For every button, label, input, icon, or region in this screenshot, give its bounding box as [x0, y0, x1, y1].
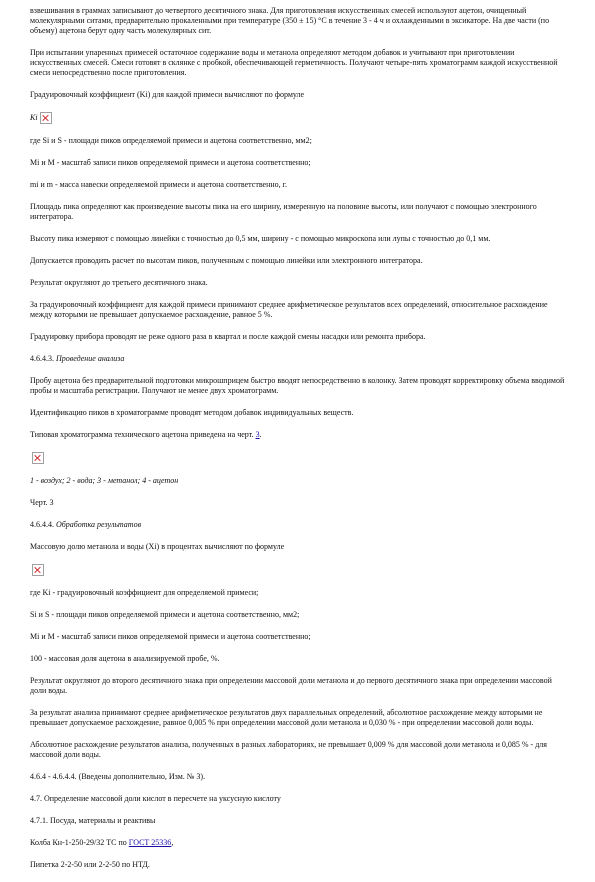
paragraph-pipette: Пипетка 2-2-50 или 2-2-50 по НТД.: [30, 860, 150, 869]
paragraph-result-average: За результат анализа принимают среднее арифметическое результатов двух параллельных определений, абсолютное расхождение между которыми не превышает допускаемое расхождение, равное 0,005 % при определении массовой доли метанола и 0,030 % - при определении массовой доли воды.: [30, 708, 543, 727]
paragraph-peak-identification: Идентификацию пиков в хроматограмме проводят методом добавок индивидуальных веществ.: [30, 408, 354, 417]
paragraph-peak-height: Высоту пика измеряют с помощью линейки с точностью до 0,5 мм, ширину - с помощью микроскопа или лупы с точностью до 0,1 мм.: [30, 234, 491, 243]
section-heading-analysis: [30, 354, 565, 364]
section-number: 4.6.4.4.: [30, 520, 56, 529]
paragraph-rounding-third: Результат округляют до третьего десятичного знака.: [30, 278, 208, 287]
paragraph-def-ki: где Ki - градуировочный коэффициент для определяемой примеси;: [30, 588, 259, 597]
paragraph-amendment-note: 4.6.4 - 4.6.4.4. (Введены дополнительно, Изм. № 3).: [30, 772, 206, 781]
paragraph-def-100: 100 - массовая доля ацетона в анализируемой пробе, %.: [30, 654, 220, 663]
flask-text: Колба Кн-1-250-29/32 ТС по: [30, 838, 129, 847]
paragraph-calibration-frequency: Градуировку прибора проводят не реже одного раза в квартал и после каждой смены насадки или ремонта прибора.: [30, 332, 426, 341]
paragraph-mass-fraction-intro: Массовую долю метанола и воды (Xi) в процентах вычисляют по формуле: [30, 542, 285, 551]
section-heading-processing: [30, 520, 565, 530]
fig-ref-suffix: .: [259, 430, 262, 439]
paragraph-sample-injection: Пробу ацетона без предварительной подготовки микрошприцем быстро вводят непосредственно в колонку. Затем проводят корректировку объема вводимой пробы и масштаба регистрации. Получают не менее двух хроматограмм.: [30, 376, 565, 395]
gost-link[interactable]: ГОСТ 25336: [128, 838, 172, 847]
paragraph-typical-chromatogram: [30, 430, 565, 440]
paragraph-calibration-formula-intro: Градуировочный коэффициент (Ki) для каждой примеси вычисляют по формуле: [30, 90, 305, 99]
broken-image-icon: [32, 564, 44, 576]
paragraph-peak-area: Площадь пика определяют как произведение высоты пика на его ширину, измеренную на половине высоты, или получают с помощью электронного интегратора.: [30, 202, 537, 221]
paragraph-def-mi-m-2: Mi и M - масштаб записи пиков определяемой примеси и ацетона соответственно;: [30, 632, 311, 641]
broken-image-icon: [40, 112, 52, 124]
paragraph-def-si-s: где Si и S - площади пиков определяемой примеси и ацетона соответственно, мм2;: [30, 136, 312, 145]
section-heading-acids: 4.7. Определение массовой доли кислот в пересчете на уксусную кислоту: [30, 794, 281, 803]
paragraph-def-mass: mi и m - масса навески определяемой примеси и ацетона соответственно, г.: [30, 180, 288, 189]
formula-calibration: [30, 112, 565, 124]
broken-image-icon: [32, 452, 44, 464]
paragraph-def-mi-m: Mi и M - масштаб записи пиков определяемой примеси и ацетона соответственно;: [30, 158, 311, 167]
paragraph-calibration-coefficient: За градуировочный коэффициент для каждой примеси принимают среднее арифметическое результатов всех определений, относительное расхождение между которыми не превышает допускаемое расхождение, равное 5 %.: [30, 300, 548, 319]
paragraph-flask: [30, 838, 565, 848]
section-title: Обработка результатов: [56, 520, 142, 529]
paragraph-def-si-s-2: Si и S - площади пиков определяемой примеси и ацетона соответственно, мм2;: [30, 610, 300, 619]
paragraph-interlab-deviation: Абсолютное расхождение результатов анализа, полученных в разных лабораториях, не превышает 0,009 % для массовой доли метанола и 0,085 % - для массовой доли воды.: [30, 740, 547, 759]
figure-legend: 1 - воздух; 2 - вода; 3 - метанол; 4 - ацетон: [30, 476, 179, 485]
figure-placeholder: [30, 452, 565, 464]
formula-ki-label: Ki: [30, 112, 38, 122]
section-title: Проведение анализа: [56, 354, 125, 363]
paragraph-rounding-second: Результат округляют до второго десятичного знака при определении массовой доли метанола и до первого десятичного знака при определении массовой доли воды.: [30, 676, 552, 695]
flask-suffix: ,: [171, 838, 174, 847]
document-page: [30, 6, 565, 882]
section-heading-equipment: 4.7.1. Посуда, материалы и реактивы: [30, 816, 156, 825]
paragraph-impurities-test: При испытании упаренных примесей остаточное содержание воды и метанола определяют методом добавок и учитывают при приготовлении искусственных смесей. Смеси готовят в склянке с пробкой, обеспечивающей герметичность. Получают четыре-пять хроматограмм каждой искусственной смеси непосредственно после приготовления.: [30, 48, 558, 77]
paragraph-weighing-prep: взвешивания в граммах записывают до четвертого десятичного знака. Для приготовления искусственных смесей используют ацетон, очищенный молекулярными ситами, предварительно прокаленными при температуре (350 ± 15) °С в течение 3 - 4 ч и охлажденными в эксикаторе. На две части (по объему) ацетона берут одну часть молекулярных сит.: [30, 6, 550, 35]
section-number: 4.6.4.3.: [30, 354, 56, 363]
fig-ref-link[interactable]: 3: [255, 430, 260, 439]
fig-ref-text: Типовая хроматограмма технического ацетона приведена на черт.: [30, 430, 256, 439]
paragraph-allowed-calc: Допускается проводить расчет по высотам пиков, полученным с помощью линейки или электронного интегратора.: [30, 256, 423, 265]
figure-caption: Черт. 3: [30, 498, 54, 507]
formula-mass-fraction: [30, 564, 565, 576]
